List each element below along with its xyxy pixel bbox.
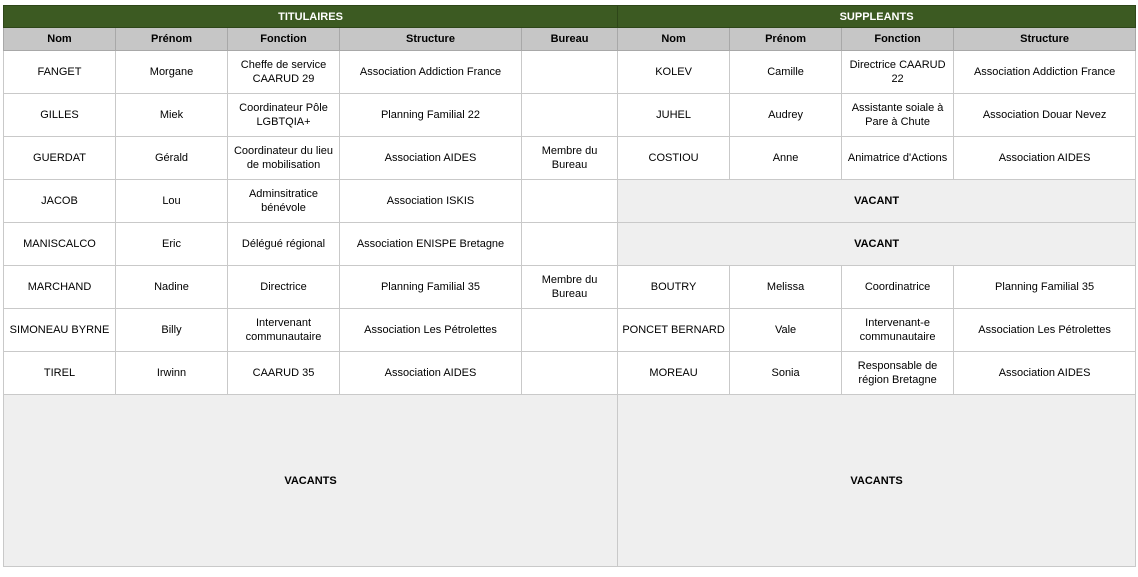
suppleant-prenom: Vale: [730, 309, 842, 352]
titulaire-nom: GILLES: [4, 94, 116, 137]
titulaire-bureau: [522, 94, 618, 137]
suppleant-nom: BOUTRY: [618, 266, 730, 309]
col-header-fonction: Fonction: [228, 28, 340, 51]
suppleant-fonction: Intervenant-e communautaire: [842, 309, 954, 352]
table-row: [4, 309, 1136, 352]
titulaire-prenom: Miek: [116, 94, 228, 137]
table-row: [4, 51, 1136, 94]
titulaire-bureau: [522, 309, 618, 352]
titulaire-fonction: Adminsitratice bénévole: [228, 180, 340, 223]
titulaire-fonction: Cheffe de service CAARUD 29: [228, 51, 340, 94]
col-header-prenom: Prénom: [730, 28, 842, 51]
titulaire-prenom: Billy: [116, 309, 228, 352]
suppleant-prenom: Audrey: [730, 94, 842, 137]
members-table: [3, 5, 1136, 567]
table-row: [4, 266, 1136, 309]
col-header-prenom: Prénom: [116, 28, 228, 51]
suppleant-prenom: Anne: [730, 137, 842, 180]
suppleant-structure: Association Douar Nevez: [954, 94, 1136, 137]
col-header-bureau: Bureau: [522, 28, 618, 51]
table-row: [4, 223, 1136, 266]
titulaire-nom: SIMONEAU BYRNE: [4, 309, 116, 352]
col-header-structure: Structure: [954, 28, 1136, 51]
suppleants-header: SUPPLEANTS: [618, 6, 1136, 28]
suppleant-nom: PONCET BERNARD: [618, 309, 730, 352]
suppleant-nom: KOLEV: [618, 51, 730, 94]
titulaire-nom: MANISCALCO: [4, 223, 116, 266]
suppleant-structure: Association AIDES: [954, 352, 1136, 395]
titulaire-prenom: Gérald: [116, 137, 228, 180]
suppleants-vacants-cell: VACANTS: [618, 395, 1136, 567]
suppleant-structure: Planning Familial 35: [954, 266, 1136, 309]
suppleant-prenom: Camille: [730, 51, 842, 94]
titulaire-prenom: Morgane: [116, 51, 228, 94]
titulaire-bureau: Membre du Bureau: [522, 266, 618, 309]
col-header-nom: Nom: [4, 28, 116, 51]
titulaire-bureau: [522, 180, 618, 223]
titulaire-fonction: Directrice: [228, 266, 340, 309]
suppleant-nom: COSTIOU: [618, 137, 730, 180]
suppleant-prenom: Melissa: [730, 266, 842, 309]
titulaire-nom: JACOB: [4, 180, 116, 223]
suppleant-nom: MOREAU: [618, 352, 730, 395]
titulaire-fonction: Délégué régional: [228, 223, 340, 266]
suppleant-fonction: Animatrice d'Actions: [842, 137, 954, 180]
titulaire-prenom: Nadine: [116, 266, 228, 309]
titulaire-bureau: Membre du Bureau: [522, 137, 618, 180]
titulaire-nom: FANGET: [4, 51, 116, 94]
titulaire-fonction: CAARUD 35: [228, 352, 340, 395]
titulaire-bureau: [522, 223, 618, 266]
titulaire-structure: Planning Familial 35: [340, 266, 522, 309]
titulaire-structure: Association AIDES: [340, 137, 522, 180]
table-row: [4, 180, 1136, 223]
suppleant-fonction: Responsable de région Bretagne: [842, 352, 954, 395]
group-header-row: [4, 6, 1136, 28]
titulaire-structure: Association Les Pétrolettes: [340, 309, 522, 352]
suppleant-structure: Association AIDES: [954, 137, 1136, 180]
titulaire-structure: Association ENISPE Bretagne: [340, 223, 522, 266]
suppleant-structure: Association Addiction France: [954, 51, 1136, 94]
suppleant-fonction: Directrice CAARUD 22: [842, 51, 954, 94]
titulaires-vacants-cell: VACANTS: [4, 395, 618, 567]
titulaire-fonction: Coordinateur du lieu de mobilisation: [228, 137, 340, 180]
titulaire-fonction: Intervenant communautaire: [228, 309, 340, 352]
col-header-nom: Nom: [618, 28, 730, 51]
suppleant-fonction: Assistante soiale à Pare à Chute: [842, 94, 954, 137]
titulaire-bureau: [522, 352, 618, 395]
titulaire-nom: TIREL: [4, 352, 116, 395]
col-header-fonction: Fonction: [842, 28, 954, 51]
titulaire-fonction: Coordinateur Pôle LGBTQIA+: [228, 94, 340, 137]
titulaire-nom: MARCHAND: [4, 266, 116, 309]
titulaire-structure: Planning Familial 22: [340, 94, 522, 137]
col-header-structure: Structure: [340, 28, 522, 51]
suppleant-fonction: Coordinatrice: [842, 266, 954, 309]
column-header-row: [4, 28, 1136, 51]
titulaire-prenom: Irwinn: [116, 352, 228, 395]
titulaire-nom: GUERDAT: [4, 137, 116, 180]
table-row: [4, 352, 1136, 395]
titulaire-bureau: [522, 51, 618, 94]
table-row: [4, 137, 1136, 180]
suppleant-nom: JUHEL: [618, 94, 730, 137]
vacants-row: [4, 395, 1136, 567]
titulaires-header: TITULAIRES: [4, 6, 618, 28]
titulaire-structure: Association AIDES: [340, 352, 522, 395]
suppleant-vacant-cell: VACANT: [618, 223, 1136, 266]
titulaire-structure: Association ISKIS: [340, 180, 522, 223]
suppleant-prenom: Sonia: [730, 352, 842, 395]
titulaire-structure: Association Addiction France: [340, 51, 522, 94]
table-row: [4, 94, 1136, 137]
suppleant-vacant-cell: VACANT: [618, 180, 1136, 223]
suppleant-structure: Association Les Pétrolettes: [954, 309, 1136, 352]
titulaire-prenom: Lou: [116, 180, 228, 223]
titulaire-prenom: Eric: [116, 223, 228, 266]
